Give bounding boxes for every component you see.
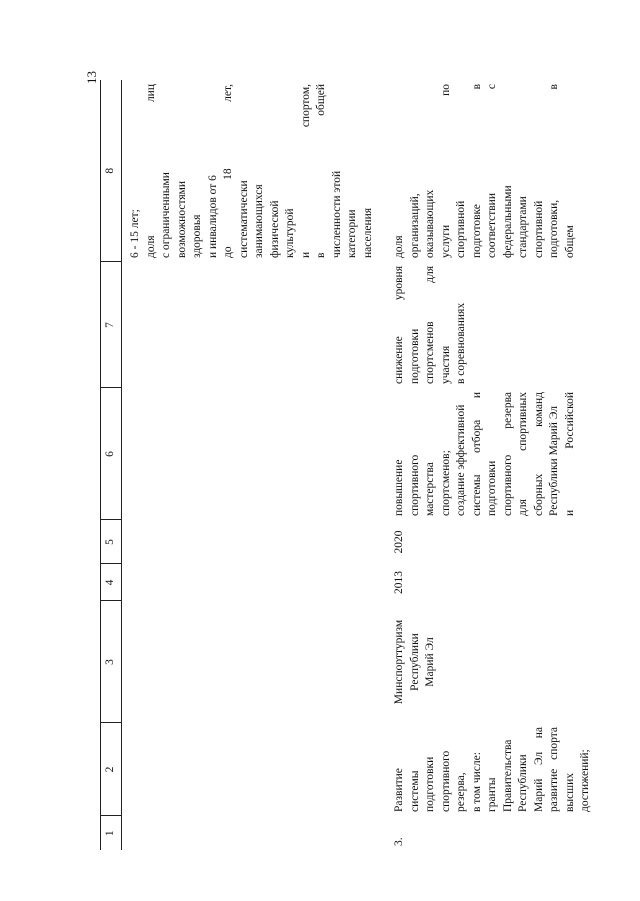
page-number: 13 (84, 71, 99, 84)
row-expected-results: повышение спортивного мастерства спортсменов; создание эффективной системы отбора и подготовки спортивного резерва для спортивных сборных команд Республики Марий Эл и Российской (393, 392, 576, 516)
table-row (392, 80, 594, 850)
row-indicators: доля организаций, оказывающих услуги по спортивной подготовке в соответствии с федеральными стандартами спортивной подготовки, в общем (393, 84, 576, 258)
header-col-7: 7 (101, 262, 122, 388)
row-title: Развитие системы подготовки спортивного резерва, в том числе: гранты Правительства Республики Марий Эл на развитие спорта высших достижений; (393, 727, 591, 812)
row-start-year: 2013 (393, 571, 405, 594)
rotated-table-region (100, 80, 591, 850)
row-risks: снижение уровня подготовки спортсменов для участия в соревнованиях (393, 266, 467, 384)
header-col-2: 2 (101, 723, 122, 816)
row-number: 3. (393, 837, 405, 846)
program-table (100, 80, 594, 850)
header-col-5: 5 (101, 520, 122, 564)
table-header-row (101, 80, 122, 850)
header-col-3: 3 (101, 601, 122, 723)
header-col-6: 6 (101, 388, 122, 520)
header-col-8: 8 (101, 80, 122, 262)
header-col-4: 4 (101, 564, 122, 601)
row-end-year: 2020 (393, 530, 405, 554)
row-executor: Минспорттуризм Республики Марий Эл (393, 619, 436, 705)
continuation-indicator-cell: 6 - 15 лет; доля лиц с ограниченными возможностями здоровья и инвалидов от 6 до 18 лет, систематически занимающихся физической культурой и спортом, в общей численности этой категории населения (129, 84, 374, 258)
header-col-1: 1 (101, 816, 122, 850)
continuation-row (122, 80, 393, 850)
